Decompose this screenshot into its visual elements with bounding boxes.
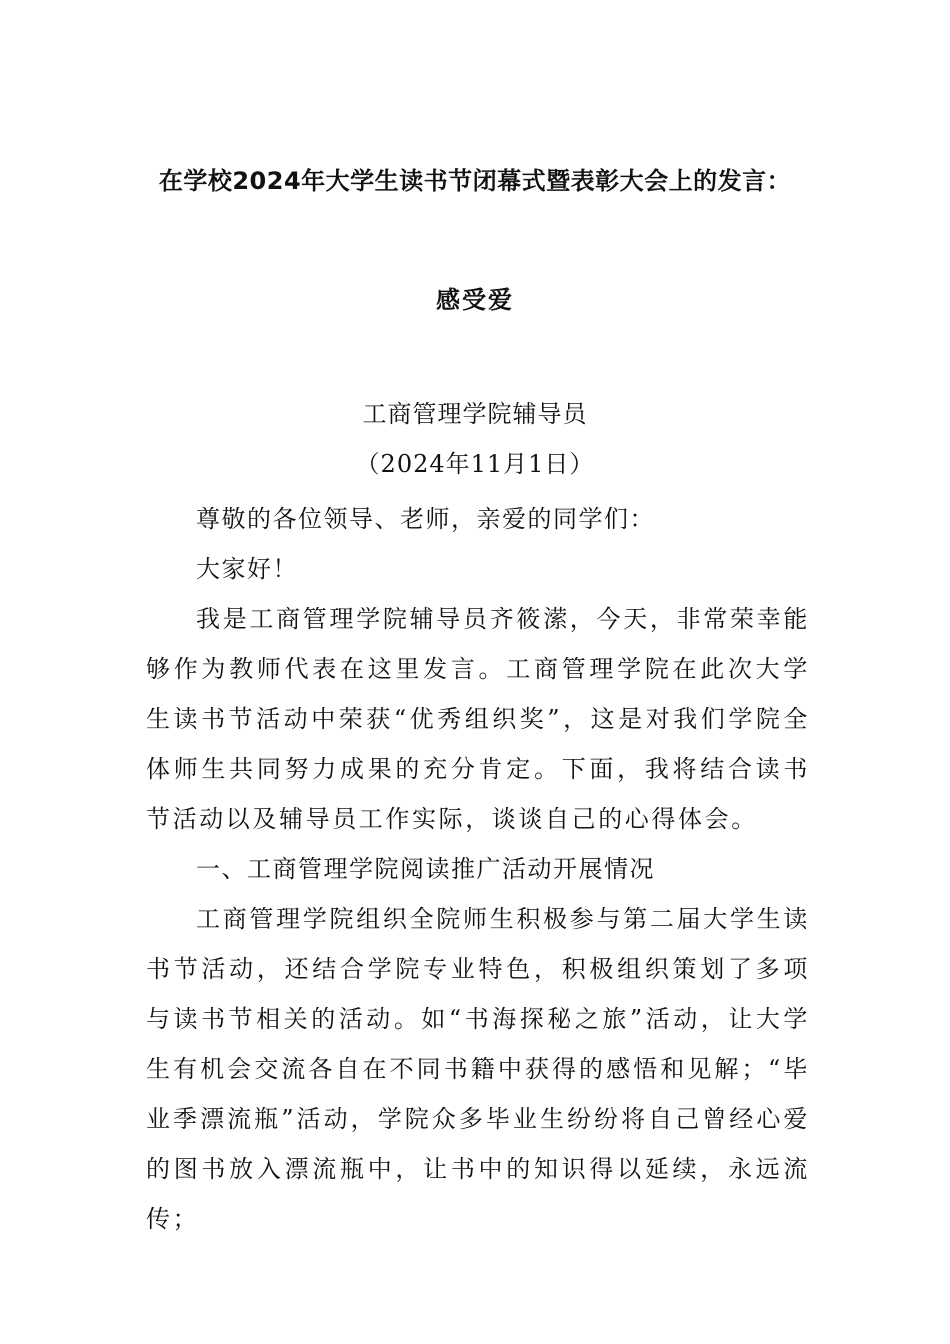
salutation: 尊敬的各位领导、老师，亲爱的同学们： — [196, 505, 655, 533]
document-body — [146, 494, 810, 1244]
section-heading: 一、工商管理学院阅读推广活动开展情况 — [196, 855, 655, 883]
date-line: （2024年11月1日） — [355, 450, 595, 478]
intro-paragraph: 我是工商管理学院辅导员齐筱潆，今天，非常荣幸能够作为教师代表在这里发言。工商管理学院在此次大学生读书节活动中荣获“优秀组织奖”，这是对我们学院全体师生共同努力成果的充分肯定。下面，我将结合读书节活动以及辅导员工作实际，谈谈自己的心得体会。 — [146, 605, 810, 833]
section-paragraph: 工商管理学院组织全院师生积极参与第二届大学生读书节活动，还结合学院专业特色，积极组织策划了多项与读书节相关的活动。如“书海探秘之旅”活动，让大学生有机会交流各自在不同书籍中获得的感悟和见解；“毕业季漂流瓶”活动，学院众多毕业生纷纷将自己曾经心爱的图书放入漂流瓶中，让书中的知识得以延续，永远流传； — [146, 905, 810, 1233]
document-title: 在学校2024年大学生读书节闭幕式暨表彰大会上的发言： — [158, 167, 792, 195]
document-subtitle: 感受爱 — [436, 286, 514, 314]
author-line: 工商管理学院辅导员 — [362, 400, 588, 428]
greeting: 大家好！ — [196, 555, 298, 583]
